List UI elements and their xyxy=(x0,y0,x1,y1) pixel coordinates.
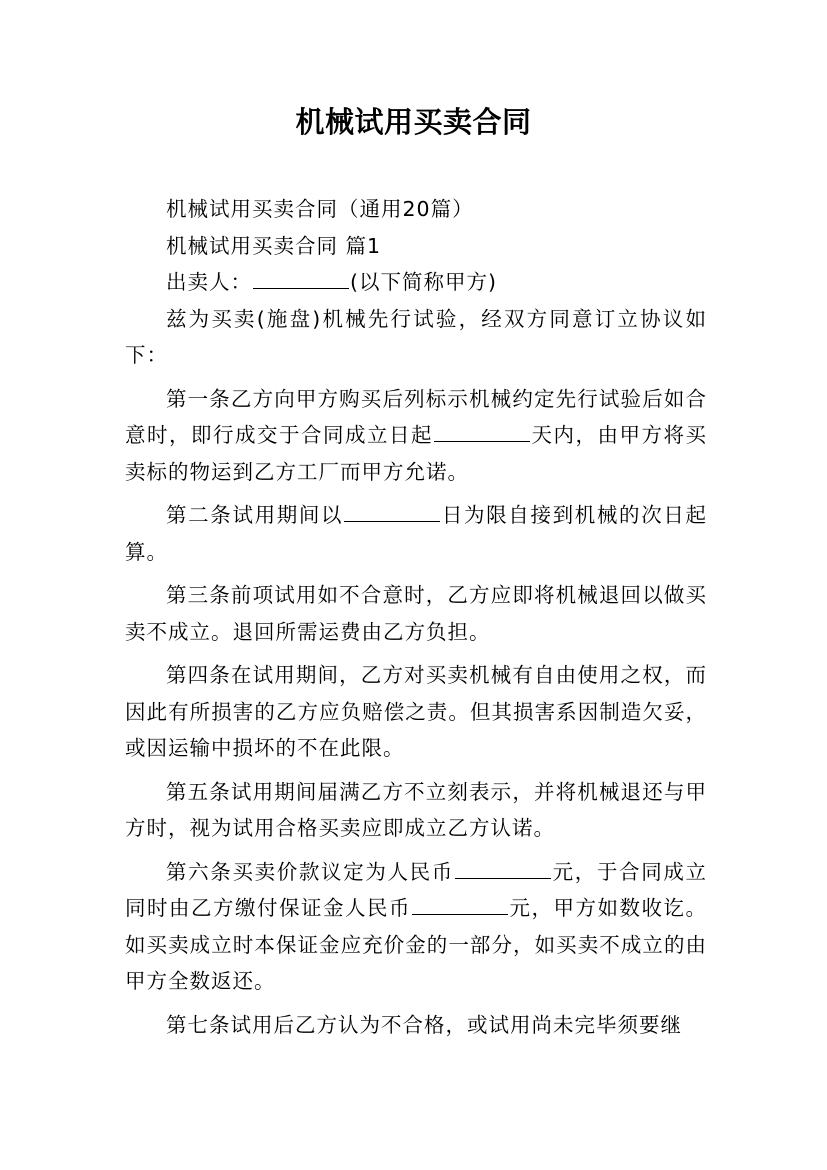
article-6-paragraph xyxy=(125,854,707,1000)
preamble-paragraph: 兹为买卖(施盘)机械先行试验，经双方同意订立协议如下： xyxy=(125,306,707,367)
article-6-deposit-blank xyxy=(412,894,508,915)
article-2-days-blank xyxy=(344,501,440,522)
document-title: 机械试用买卖合同 xyxy=(295,105,532,139)
seller-suffix: (以下简称甲方) xyxy=(350,270,497,294)
article-2-text-end: 日为限自接到机械的次日起算。 xyxy=(125,503,708,564)
article-6-price-blank xyxy=(455,858,551,879)
article-2-paragraph xyxy=(125,497,707,570)
chapter-heading: 机械试用买卖合同 篇1 xyxy=(166,233,382,258)
article-5-paragraph: 第五条试用期间届满乙方不立刻表示，并将机械退还与甲方时，视为试用合格买卖应即成立乙方认诺。 xyxy=(125,779,707,840)
document-subtitle: 机械试用买卖合同（通用20篇） xyxy=(166,197,474,221)
seller-label: 出卖人： xyxy=(166,270,252,294)
article-7-paragraph: 第七条试用后乙方认为不合格，或试用尚未完毕须要继 xyxy=(166,1012,682,1037)
article-6-text-end: 元，甲方如数收讫。如买卖成立时本保证金应充价金的一部分，如买卖不成立的由甲方全数返还。 xyxy=(125,896,707,993)
article-1-paragraph xyxy=(125,381,707,491)
article-1-days-blank xyxy=(434,421,530,442)
article-1-text-end: 天内，由甲方将买卖标的物运到乙方工厂而甲方允诺。 xyxy=(125,423,707,484)
article-1-text-start: 第一条乙方向甲方购买后列标示机械约定先行试验后如合意时，即行成交于合同成立日起 xyxy=(125,386,707,447)
article-2-text-start: 第二条试用期间以 xyxy=(166,503,344,527)
article-6-text-start: 第六条买卖价款议定为人民币 xyxy=(166,859,454,884)
document-body xyxy=(125,191,707,1043)
seller-line xyxy=(125,264,707,301)
article-3-paragraph: 第三条前项试用如不合意时，乙方应即将机械退回以做买卖不成立。退回所需运费由乙方负担。 xyxy=(125,583,707,644)
article-6-text-middle: 元，于合同成立同时由乙方缴付保证金人民币 xyxy=(125,859,708,920)
article-4-paragraph: 第四条在试用期间，乙方对买卖机械有自由使用之权，而因此有所损害的乙方应负赔偿之责。但其损害系因制造欠妥，或因运输中损坏的不在此限。 xyxy=(125,663,707,760)
seller-name-blank xyxy=(253,268,349,289)
